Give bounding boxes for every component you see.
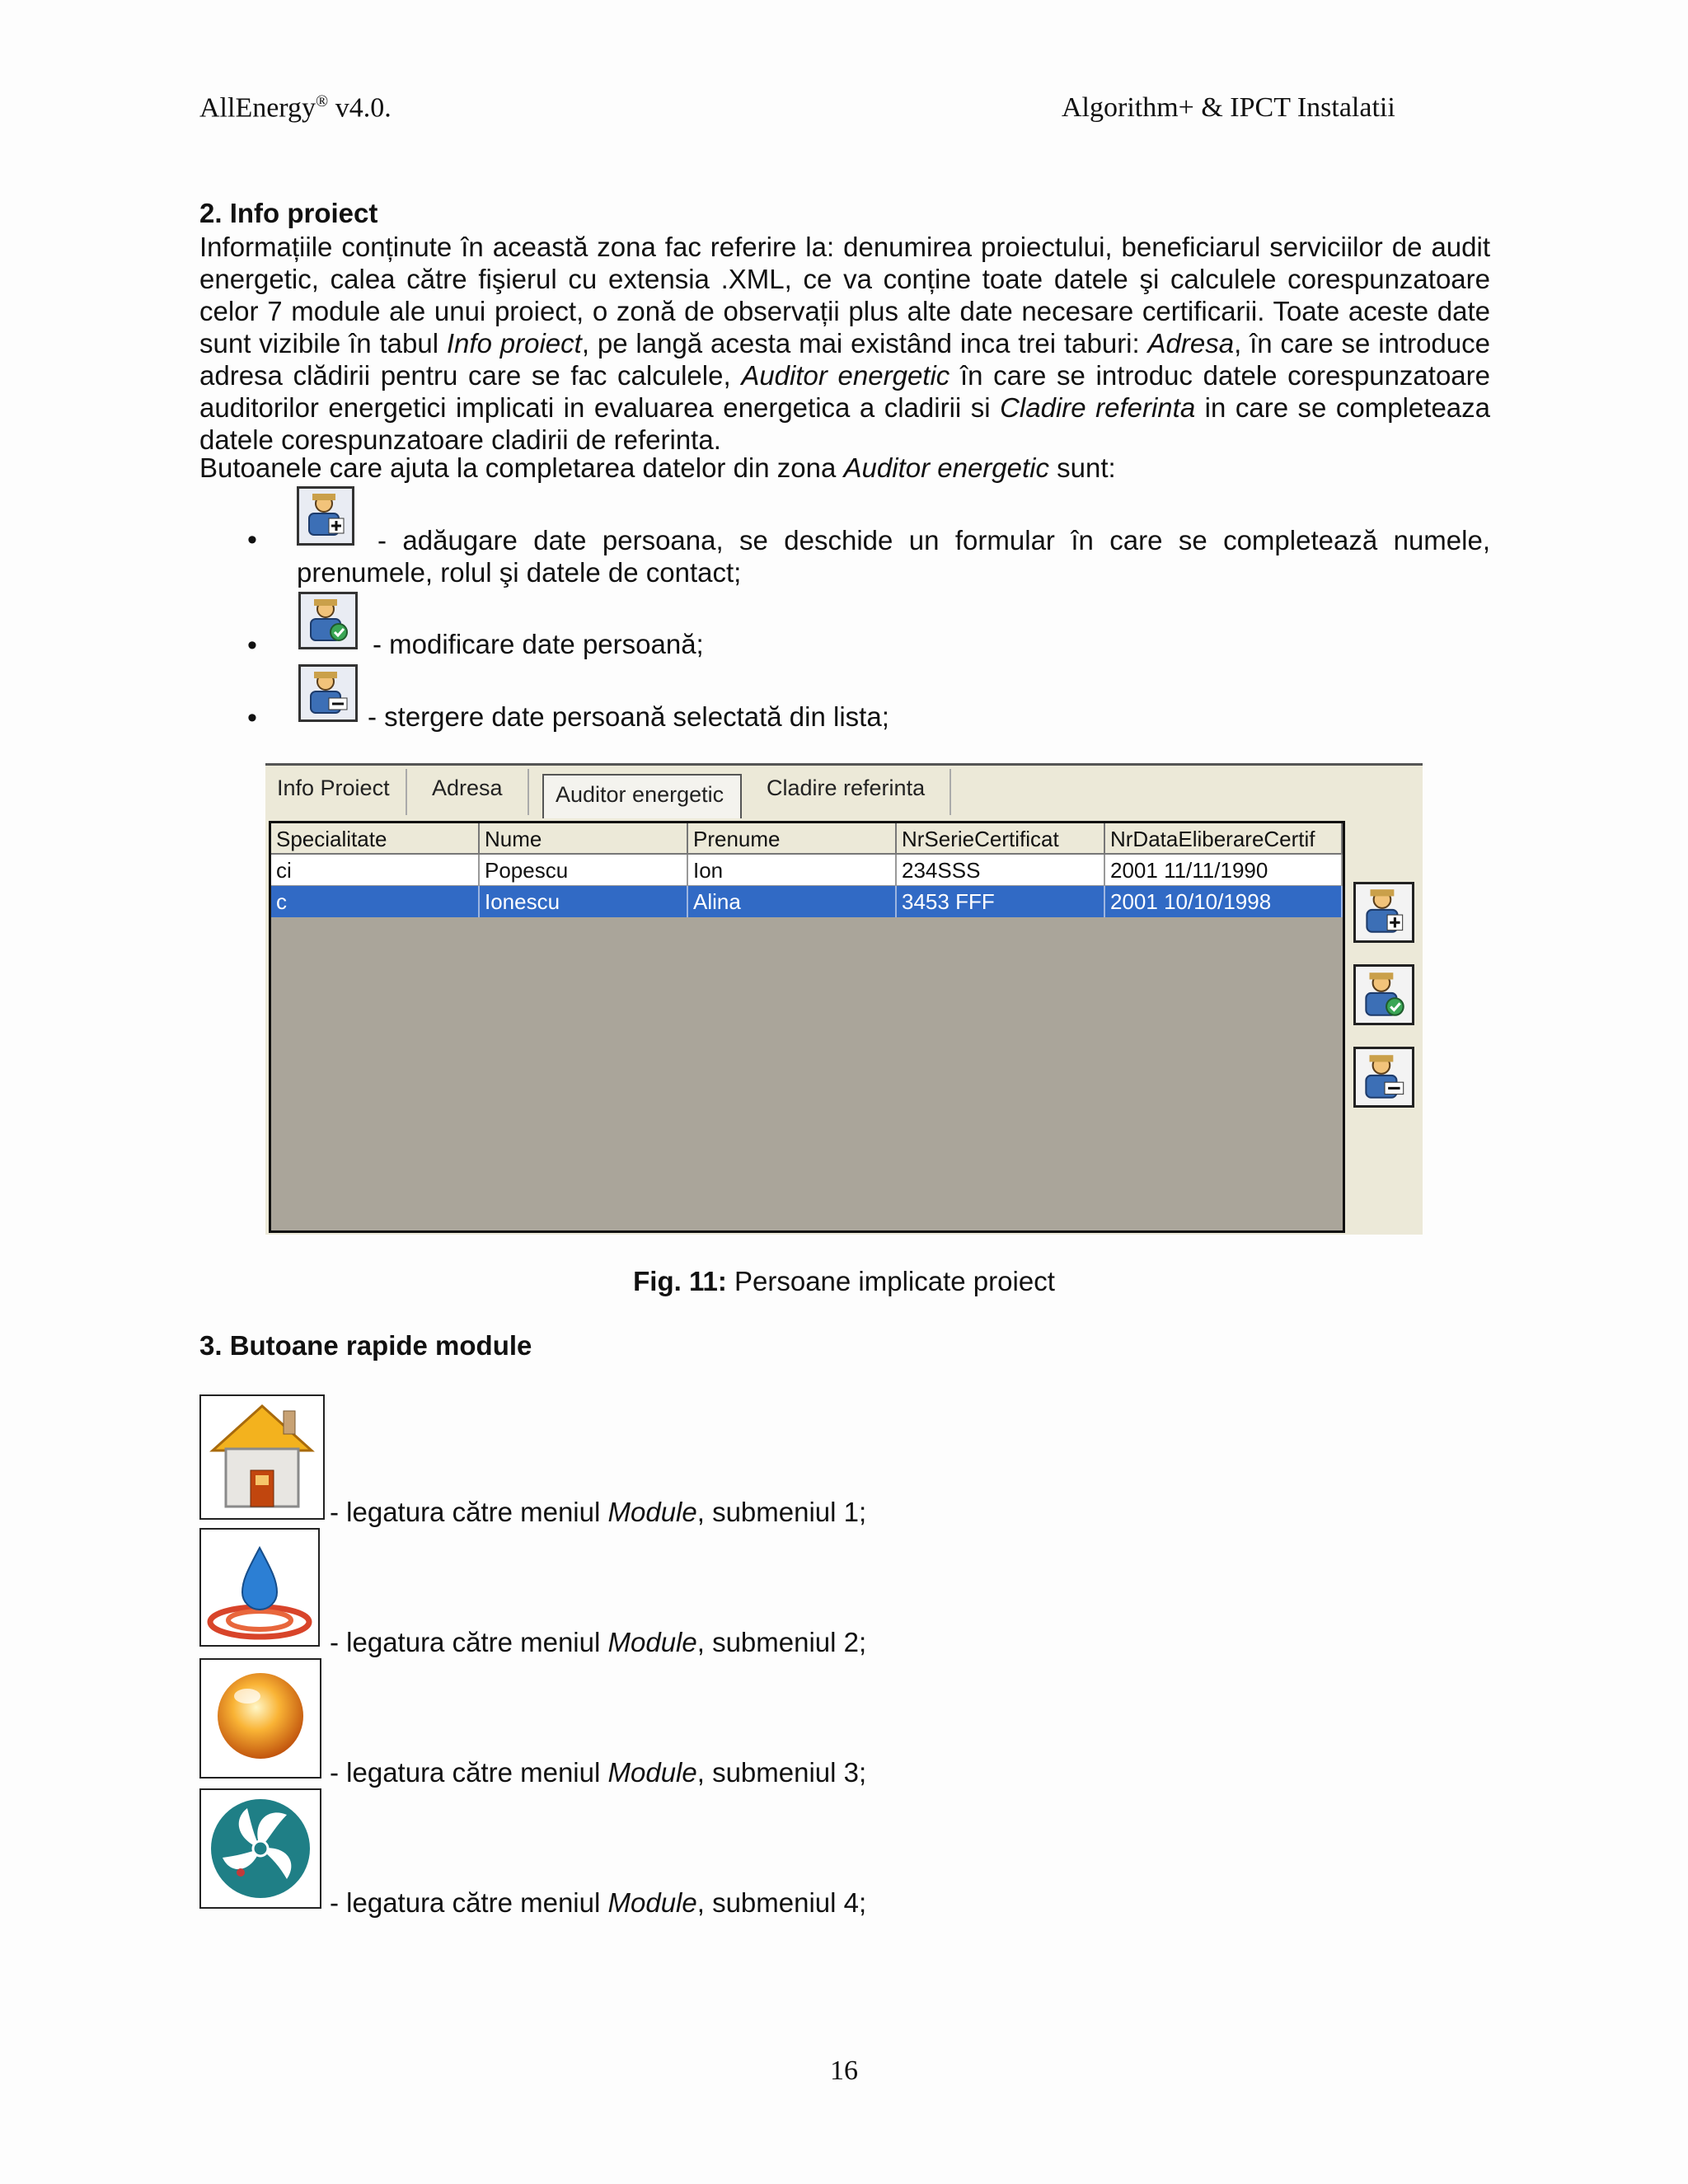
- delete-person-icon: [298, 664, 358, 722]
- light-globe-icon: [199, 1658, 321, 1779]
- cell-nume: Ionescu: [480, 886, 688, 917]
- cell-prenume: Alina: [688, 886, 897, 917]
- section-2-paragraph: Informațiile conținute în această zona fac referire la: denumirea proiectului, beneficiarul serviciilor de audit energetic, calea către fişierul cu extensia .XML, ce va conține toate datele şi calculele corespunzatoare celor 7 module ale unui proiect, o zonă de observații plus alte date necesare certificarii. Toate aceste date sunt vizibile în tabul Info proiect, pe langă acesta mai existând inca trei taburi: Adresa, în care se introduce adresa clădirii pentru care se fac calculele, Auditor energetic în care se introduc datele corespunzatoare auditorilor energetici implicati in evaluarea energetica a cladirii si Cladire referinta in care se completeaza datele corespunzatoare cladirii de referinta.: [199, 232, 1491, 455]
- section-3-title: 3. Butoane rapide module: [199, 1330, 532, 1361]
- column-header-prenume[interactable]: Prenume: [688, 823, 897, 855]
- edit-person-icon: [298, 592, 358, 649]
- add-person-icon: [1356, 884, 1412, 940]
- column-header-nume[interactable]: Nume: [480, 823, 688, 855]
- bullet-dot: •: [247, 702, 257, 733]
- module-link-4-text: - legatura către meniul Module, submeniul 4;: [330, 1887, 867, 1918]
- header-right: Algorithm+ & IPCT Instalatii: [1062, 92, 1395, 123]
- module-link-3-text: - legatura către meniul Module, submeniul 3;: [330, 1757, 867, 1788]
- figure-caption: Fig. 11: Persoane implicate proiect: [633, 1266, 1055, 1296]
- cell-nrdata: 2001 10/10/1998: [1105, 886, 1343, 917]
- edit-person-icon: [1356, 967, 1412, 1023]
- column-header-nrseriecertificat[interactable]: NrSerieCertificat: [897, 823, 1105, 855]
- person-actions-sidebar: [1347, 821, 1423, 1235]
- house-icon: [199, 1394, 325, 1520]
- column-header-nrdataeliberare[interactable]: NrDataEliberareCertif: [1105, 823, 1343, 855]
- delete-person-button[interactable]: [1353, 1047, 1414, 1108]
- section-2-title: 2. Info proiect: [199, 198, 378, 228]
- bullet-dot: •: [247, 630, 257, 661]
- tab-auditor-energetic[interactable]: Auditor energetic: [542, 774, 742, 818]
- bullet-dot: •: [247, 524, 257, 555]
- tab-cladire-referinta[interactable]: Cladire referinta: [745, 769, 951, 815]
- cell-nrserie: 234SSS: [897, 855, 1105, 886]
- tab-info-proiect[interactable]: Info Proiect: [265, 769, 407, 815]
- cell-nume: Popescu: [480, 855, 688, 886]
- delete-person-icon: [1356, 1049, 1412, 1105]
- cell-specialitate: ci: [271, 855, 480, 886]
- column-header-specialitate[interactable]: Specialitate: [271, 823, 480, 855]
- header-left: AllEnergy® v4.0.: [199, 92, 392, 124]
- fan-icon: [199, 1788, 321, 1909]
- bullet-add-line2: prenumele, rolul şi datele de contact;: [297, 557, 742, 588]
- bullet-delete-text: - stergere date persoană selectată din lista;: [368, 701, 889, 732]
- tab-bar: [265, 763, 1423, 818]
- module-link-2-text: - legatura către meniul Module, submeniul 2;: [330, 1627, 867, 1657]
- cell-nrserie: 3453 FFF: [897, 886, 1105, 917]
- bullet-add-line1: - adăugare date persoana, se deschide un formular în care se completează numele,: [377, 525, 1490, 555]
- cell-specialitate: c: [271, 886, 480, 917]
- add-person-icon: [297, 486, 354, 546]
- page-number: 16: [830, 2055, 858, 2086]
- cell-prenume: Ion: [688, 855, 897, 886]
- module-link-1-text: - legatura către meniul Module, submeniul 1;: [330, 1497, 867, 1527]
- add-person-button[interactable]: [1353, 882, 1414, 943]
- auditor-screenshot: [265, 763, 1423, 1235]
- water-drop-icon: [199, 1528, 320, 1647]
- buttons-intro: Butoanele care ajuta la completarea datelor din zona Auditor energetic sunt:: [199, 452, 1116, 483]
- tab-adresa[interactable]: Adresa: [407, 769, 529, 815]
- auditor-table[interactable]: [269, 821, 1345, 1233]
- cell-nrdata: 2001 11/11/1990: [1105, 855, 1343, 886]
- edit-person-button[interactable]: [1353, 964, 1414, 1025]
- bullet-edit-text: - modificare date persoană;: [373, 629, 704, 659]
